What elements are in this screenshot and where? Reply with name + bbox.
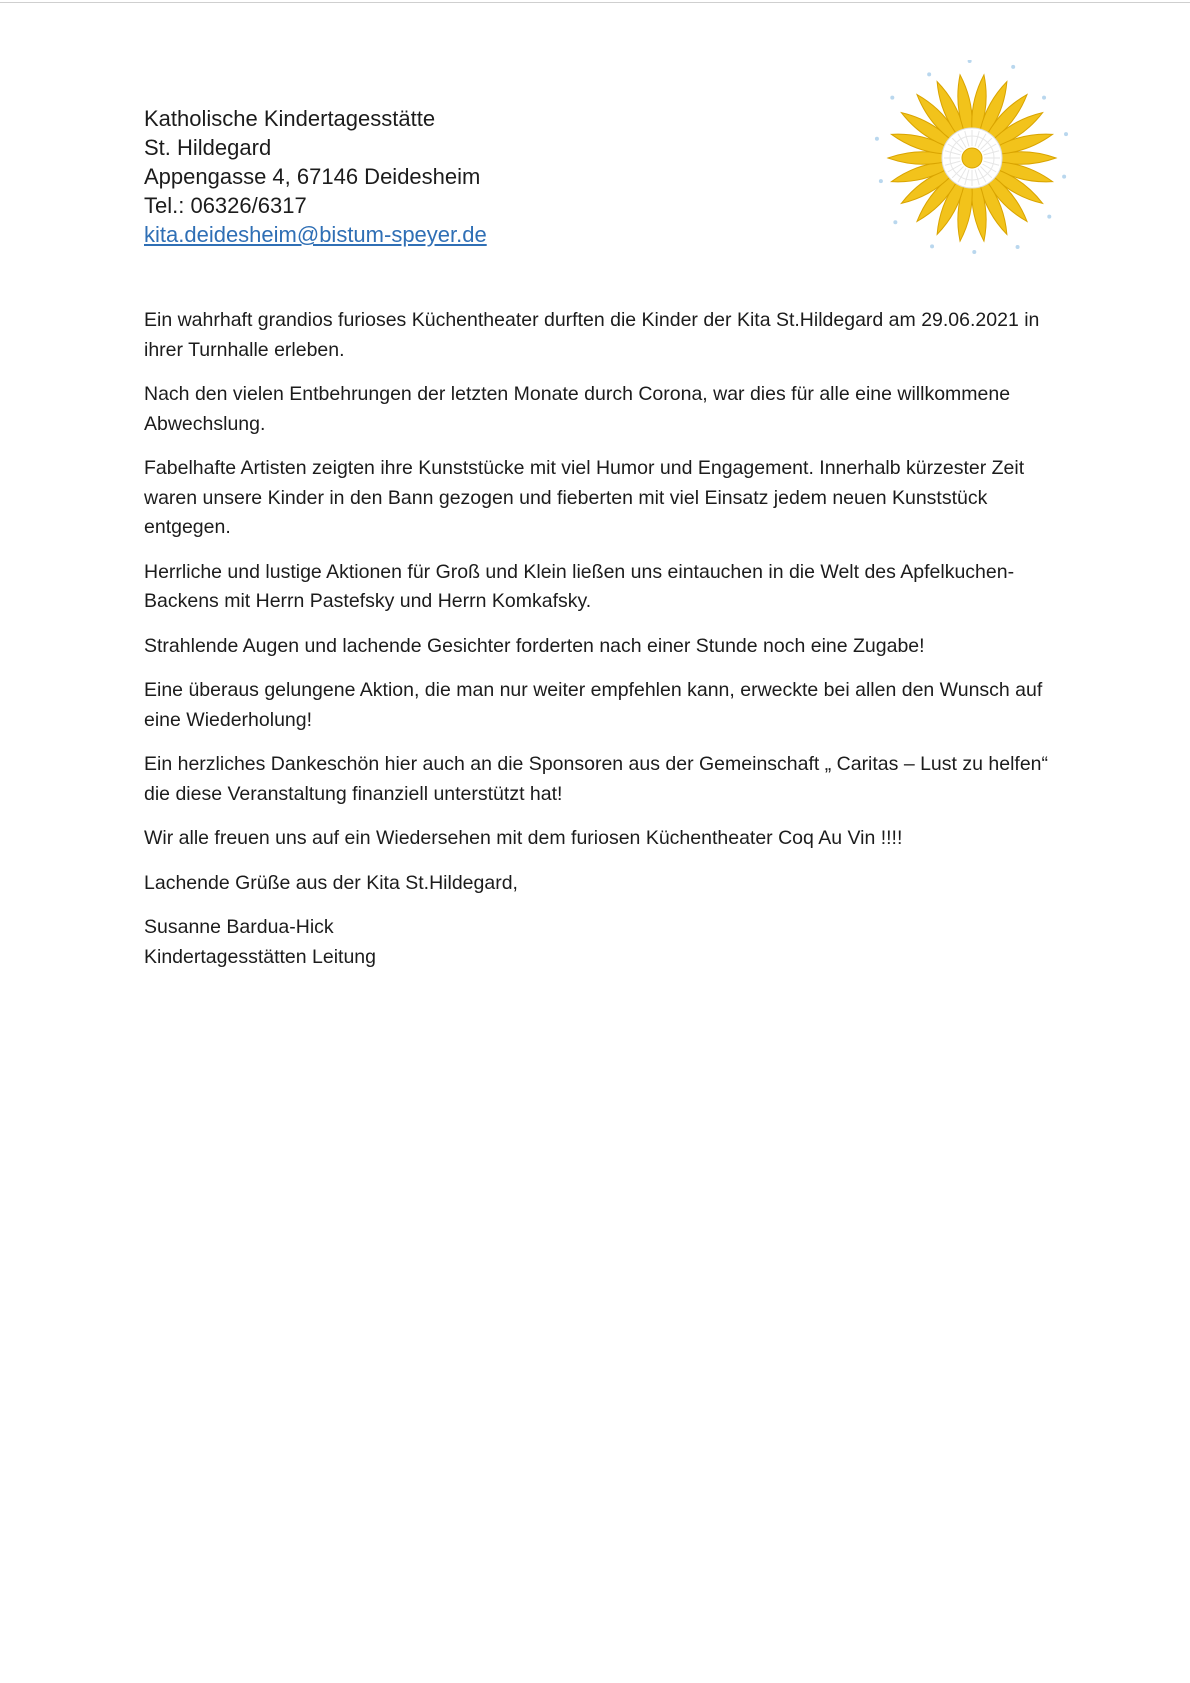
sun-sparkle-dot [1047, 215, 1051, 219]
sun-petal [1000, 152, 1056, 165]
paragraph-7: Ein herzliches Dankeschön hier auch an die Sponsoren aus der Gemeinschaft „ Caritas – Lust zu helfen“ die diese Veranstaltung finanziell unterstützt hat! [144, 753, 1048, 805]
letter-body [144, 306, 1064, 987]
closing-line: Lachende Grüße aus der Kita St.Hildegard, [144, 871, 518, 894]
sun-sparkle-dot [968, 60, 972, 63]
letterhead-line-1: Katholische Kindertagesstätte [144, 106, 436, 131]
sun-sparkle-dot [930, 244, 934, 248]
sun-sparkle-dot [890, 96, 894, 100]
sun-sparkle-dot [1064, 132, 1068, 136]
sun-petal [888, 152, 944, 165]
paragraph-6: Eine überaus gelungene Aktion, die man nur weiter empfehlen kann, erweckte bei allen den Wunsch auf eine Wiederholung! [144, 679, 1043, 731]
sun-sparkle-dot [972, 250, 976, 254]
sun-sparkle-dot [875, 137, 879, 141]
paragraph-3: Fabelhafte Artisten zeigten ihre Kunststücke mit viel Humor und Engagement. Innerhalb kürzester Zeit waren unsere Kinder in den Bann gezogen und fieberten mit viel Einsatz jedem neuen Kunststück entgegen. [144, 457, 1025, 538]
paragraph-2: Nach den vielen Entbehrungen der letzten Monate durch Corona, war dies für alle eine willkommene Abwechslung. [144, 383, 1011, 435]
letterhead [144, 104, 487, 249]
signature-title: Kindertagesstätten Leitung [144, 945, 377, 968]
paragraph-4: Herrliche und lustige Aktionen für Groß und Klein ließen uns eintauchen in die Welt des Apfelkuchen-Backens mit Herrn Pastefsky und Herrn Komkafsky. [144, 560, 1015, 612]
sun-sparkle-dot [893, 220, 897, 224]
paragraph-5: Strahlende Augen und lachende Gesichter forderten nach einer Stunde noch eine Zugabe! [144, 634, 925, 657]
sun-flower-icon [872, 60, 1082, 260]
scan-edge-line [0, 2, 1190, 3]
sun-sparkle-dot [927, 72, 931, 76]
sun-sparkle-dot [1062, 175, 1066, 179]
sun-sparkle-dot [1011, 65, 1015, 69]
sun-sparkle-dot [879, 179, 883, 183]
sun-sparkle-dot [1016, 245, 1020, 249]
email-link[interactable]: kita.deidesheim@bistum-speyer.de [144, 222, 487, 247]
signature-name: Susanne Bardua-Hick [144, 916, 334, 938]
signature-block [144, 913, 1064, 972]
paragraph-1: Ein wahrhaft grandios furioses Küchentheater durften die Kinder der Kita St.Hildegard am 29.06.2021 in ihrer Turnhalle erleben. [144, 309, 1040, 361]
letterhead-line-2: St. Hildegard [144, 135, 272, 160]
letterhead-address: Appengasse 4, 67146 Deidesheim [144, 164, 481, 189]
letterhead-phone: Tel.: 06326/6317 [144, 193, 307, 218]
sun-sparkle-dot [1042, 96, 1046, 100]
paragraph-8: Wir alle freuen uns auf ein Wiedersehen mit dem furiosen Küchentheater Coq Au Vin !!!! [144, 827, 903, 849]
